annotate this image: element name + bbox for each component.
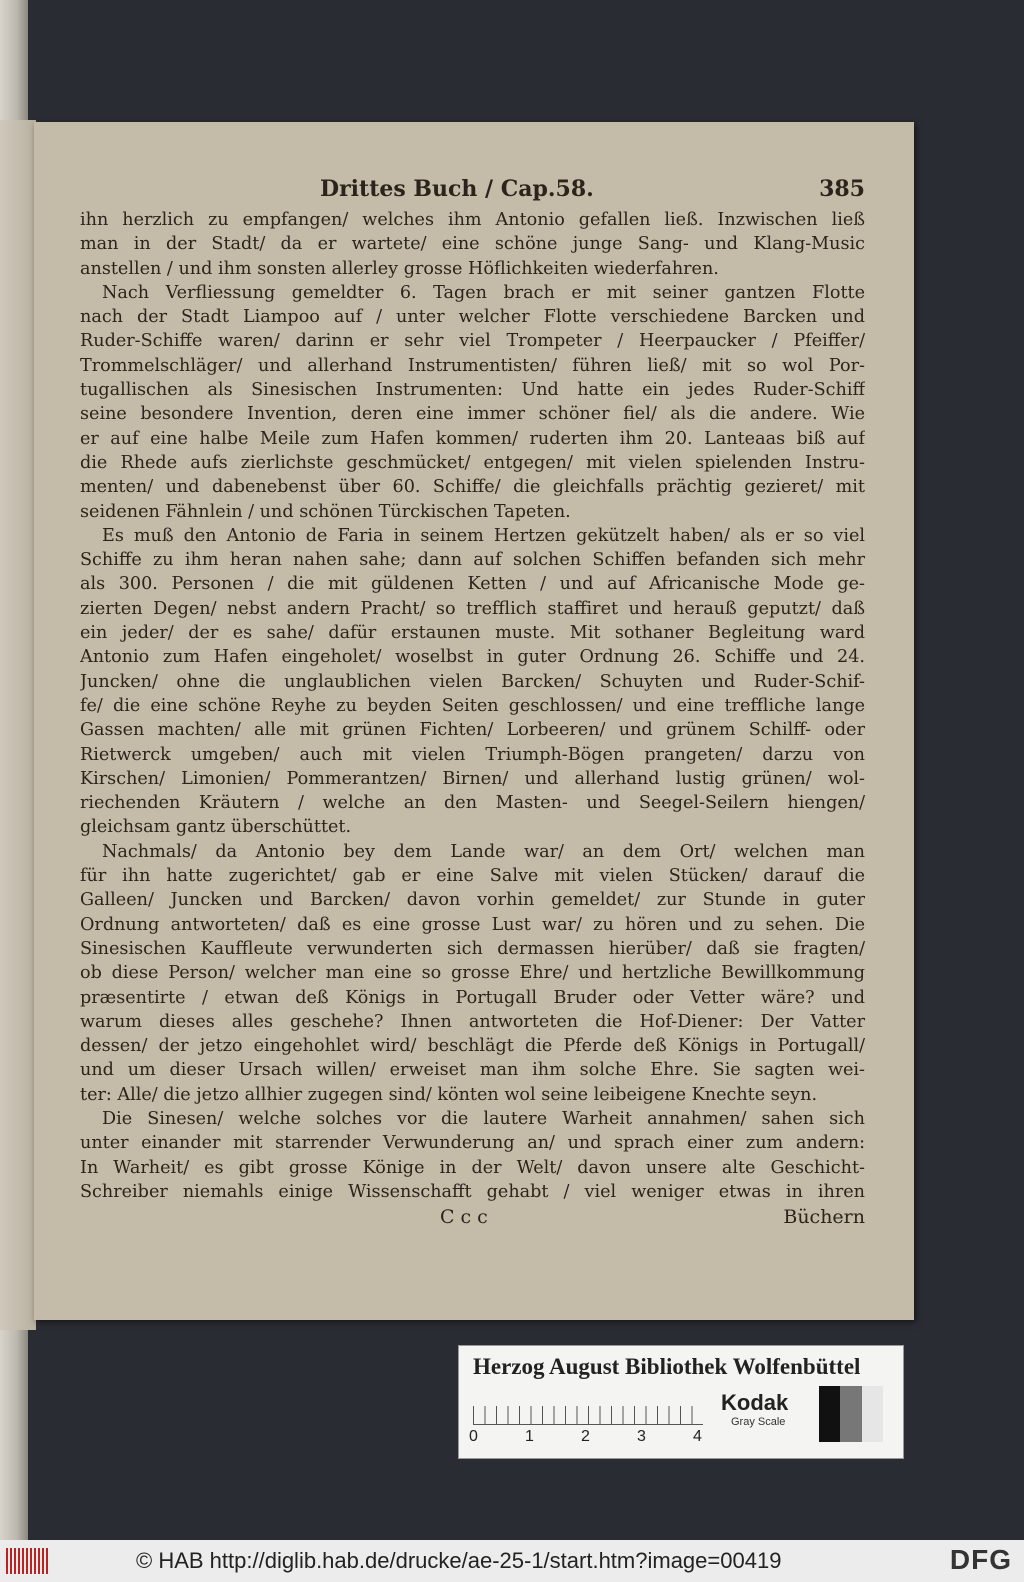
text-line: Antonio zum Hafen eingeholet/ woselbst in guter Ordnung 26. Schiffe und 24. xyxy=(80,647,865,668)
text-line: riechenden Kräutern / welche an den Masten- und Seegel-Seilern hiengen/ xyxy=(80,793,865,814)
text-line: Kirschen/ Limonien/ Pommerantzen/ Birnen/ und allerhand lustig grünen/ wol- xyxy=(80,768,865,789)
text-line: Galleen/ Juncken und Barcken/ davon vorhin gemeldet/ zur Stunde in guter xyxy=(80,890,865,911)
text-line: seidenen Fähnlein / und schönen Türckischen Tapeten. xyxy=(80,501,571,522)
text-line: fe/ die eine schöne Reyhe zu beyden Seiten geschlossen/ und eine treffliche lange xyxy=(80,695,865,716)
text-line: tugallischen als Sinesischen Instrumenten: Und hatte ein jedes Ruder-Schiff xyxy=(80,380,865,401)
book-page xyxy=(34,122,914,1320)
copyright-link[interactable]: © HAB http://diglib.hab.de/drucke/ae-25-1/start.htm?image=00419 xyxy=(136,1548,782,1573)
ruler-number: 1 xyxy=(525,1428,534,1445)
ruler-number: 0 xyxy=(469,1428,478,1445)
running-head xyxy=(80,174,865,208)
dfg-logo: DFG xyxy=(949,1544,1012,1575)
text-line: Trommelschläger/ und allerhand Instrumentisten/ führen ließ/ mit so wol Por- xyxy=(80,355,865,376)
kodak-subtitle: Gray Scale xyxy=(731,1416,786,1428)
kodak-logo xyxy=(721,1390,788,1428)
library-color-card xyxy=(458,1345,904,1459)
text-line: Gassen machten/ alle mit grünen Fichten/ Lorbeeren/ und grünem Schilff- oder xyxy=(80,720,865,741)
scale-ruler xyxy=(469,1394,703,1445)
institution-name: Herzog August Bibliothek Wolfenbüttel xyxy=(473,1354,861,1379)
running-title: Drittes Buch / Cap.58. xyxy=(320,176,594,202)
text-line: als 300. Personen / die mit güldenen Ketten / und auf Africanische Mode ge- xyxy=(80,574,865,595)
text-line: Juncken/ ohne die unglaublichen vielen Barcken/ Schuyten und Ruder-Schif- xyxy=(80,671,865,692)
text-line: In Warheit/ es gibt grosse Könige in der Welt/ davon unsere alte Geschicht- xyxy=(80,1157,865,1178)
text-line: Nachmals/ da Antonio bey dem Lande war/ an dem Ort/ welchen man xyxy=(102,841,865,862)
text-line: Nach Verfliessung gemeldter 6. Tagen brach er mit seiner gantzen Flotte xyxy=(102,282,865,303)
text-line: gleichsam gantz überschüttet. xyxy=(80,817,352,838)
text-line: Schiffe zu ihm heran nahen sahe; dann auf solchen Schiffen befanden sich mehr xyxy=(80,550,865,571)
text-line: menten/ und dabenebenst über 60. Schiffe/ die gleichfalls prächtig gezieret/ mit xyxy=(80,477,865,498)
ruler-number: 2 xyxy=(581,1428,590,1445)
page-footer xyxy=(80,1204,865,1234)
text-line: Sinesischen Kauffleute verwunderten sich dermassen hierüber/ daß sie fragten/ xyxy=(80,938,865,959)
ruler-number: 3 xyxy=(637,1428,646,1445)
text-line: und um dieser Ursach willen/ erweiset man ihm solche Ehre. Sie sagten wei- xyxy=(80,1060,865,1081)
text-line: Ruder-Schiffe waren/ darinn er sehr viel Trompeter / Heerpaucker / Pfeiffer/ xyxy=(80,331,865,352)
text-line: anstellen / und ihm sonsten allerley grosse Höflichkeiten wiederfahren. xyxy=(80,258,719,279)
footer-bar xyxy=(0,1540,1024,1582)
kodak-brand: Kodak xyxy=(721,1390,789,1415)
text-line: für ihn hatte zugerichtet/ gab er eine Salve mit vielen Stücken/ darauf die xyxy=(80,866,865,887)
ruler-ticks xyxy=(473,1394,703,1425)
text-line: nach der Stadt Liampoo auf / unter welcher Flotte verschiedene Barcken und xyxy=(80,307,865,328)
text-line: ob diese Person/ welcher man eine so grosse Ehre/ und hertzliche Bewillkommung xyxy=(80,963,865,984)
text-line: ihn herzlich zu empfangen/ welches ihm Antonio gefallen ließ. Inzwischen ließ xyxy=(80,210,865,230)
page-number: 385 xyxy=(819,176,865,202)
text-line: præsentirte / etwan deß Königs in Portugall Bruder oder Vetter wäre? und xyxy=(80,987,865,1008)
text-line: Die Sinesen/ welche solches vor die lautere Warheit annahmen/ sahen sich xyxy=(102,1108,865,1129)
text-line: ter: Alle/ die jetzo allhier zugegen sind/ könten wol seine leibeigene Knechte seyn. xyxy=(80,1084,818,1105)
text-line: Es muß den Antonio de Faria in seinem Hertzen gekützelt haben/ als er so viel xyxy=(102,525,865,546)
text-line: Rietwerck umgeben/ auch mit vielen Triumph-Bögen prangeten/ darzu von xyxy=(80,744,865,765)
signature-mark: Ccc xyxy=(440,1206,494,1229)
text-line: Ordnung antworteten/ daß es eine grosse Lust war/ zu hören und zu sehen. Die xyxy=(80,914,865,935)
text-line: ein jeder/ der es sahe/ dafür erstaunen muste. Mit sothaner Begleitung ward xyxy=(80,623,865,644)
text-line: die Rhede aufs zierlichste geschmücket/ entgegen/ mit vielen spielenden Instru- xyxy=(80,452,865,473)
text-line: man in der Stadt/ da er wartete/ eine schöne junge Sang- und Klang-Music xyxy=(80,234,865,255)
ruler-number: 4 xyxy=(693,1428,702,1445)
text-line: dessen/ der jetzo eingehohlet wird/ beschlägt die Pferde deß Königs in Portugall/ xyxy=(80,1036,865,1057)
text-line: zierten Degen/ nebst andern Pracht/ so trefflich staffiret und herauß geputzt/ daß xyxy=(80,598,865,619)
barcode-icon xyxy=(6,1548,48,1574)
text-line: er auf eine halbe Meile zum Hafen kommen/ ruderten ihm 20. Lanteaas biß auf xyxy=(80,428,865,449)
page-text-block xyxy=(80,174,865,1234)
text-line: Schreiber niemahls einige Wissenschafft gehabt / viel weniger etwas in ihren xyxy=(80,1181,865,1202)
body-text xyxy=(80,208,865,1204)
catchword: Büchern xyxy=(783,1206,865,1229)
text-line: warum dieses alles geschehe? Ihnen antworteten die Hof-Diener: Der Vatter xyxy=(80,1011,865,1032)
text-line: seine besondere Invention, deren eine immer schöner fiel/ als die andere. Wie xyxy=(80,404,865,425)
text-line: unter einander mit starrender Verwunderung an/ und sprach einer zum andern: xyxy=(80,1133,865,1154)
adjacent-page-leaf xyxy=(0,120,36,1330)
gray-scale-swatch xyxy=(819,1386,883,1442)
